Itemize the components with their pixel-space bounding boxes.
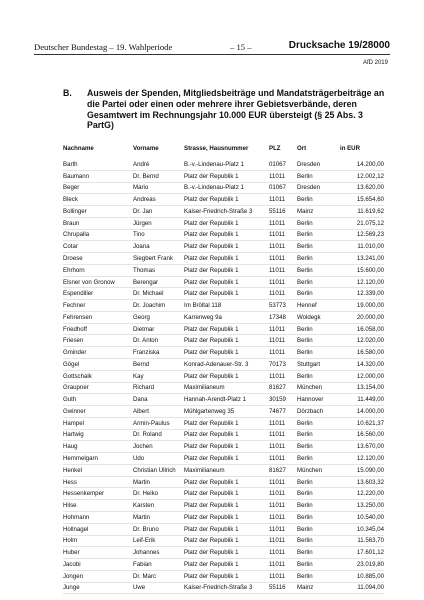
postcode-cell: 11011: [269, 502, 286, 510]
city-cell: Berlin: [297, 172, 313, 180]
city-cell: Berlin: [297, 290, 313, 298]
street-cell: Platz der Republik 1: [184, 196, 239, 204]
street-cell: Platz der Republik 1: [184, 255, 239, 262]
postcode-cell: 11011: [269, 231, 286, 239]
amount-cell: 16.058,00: [356, 325, 384, 333]
street-cell: B.-v.-Lindenau-Platz 1: [184, 160, 244, 168]
firstname-cell: Armin-Paulus: [133, 419, 170, 427]
surname-cell: Hessenkemper: [63, 490, 104, 498]
firstname-cell: Jochen: [133, 443, 153, 451]
postcode-cell: 74677: [269, 407, 286, 415]
street-cell: Platz der Republik 1: [184, 455, 239, 463]
column-header-city: Ort: [297, 145, 307, 152]
street-cell: Kaiser-Friedrich-Straße 3: [184, 207, 253, 215]
city-cell: Berlin: [297, 231, 313, 239]
table-row: [63, 347, 384, 359]
postcode-cell: 11011: [269, 419, 286, 427]
surname-cell: Gwinner: [63, 407, 86, 415]
firstname-cell: Dr. Bruno: [133, 525, 159, 533]
postcode-cell: 11011: [269, 455, 286, 463]
firstname-cell: Albert: [133, 407, 149, 415]
postcode-cell: 11011: [269, 478, 286, 486]
surname-cell: Jacobi: [63, 560, 81, 568]
street-cell: Platz der Republik 1: [184, 266, 239, 274]
street-cell: Platz der Republik 1: [184, 549, 239, 557]
amount-cell: 11.563,70: [357, 537, 384, 545]
surname-cell: Gminder: [63, 349, 87, 357]
column-header-street: Strasse, Hausnummer: [184, 145, 249, 152]
street-cell: Maximilianeum: [184, 384, 225, 392]
city-cell: Berlin: [297, 537, 313, 545]
postcode-cell: 11011: [269, 325, 286, 333]
postcode-cell: 55116: [269, 207, 286, 215]
surname-cell: Chrupalla: [63, 231, 90, 239]
postcode-cell: 81627: [269, 384, 286, 392]
firstname-cell: Kay: [133, 372, 144, 380]
firstname-cell: Dr. Anton: [133, 337, 159, 345]
party-year-tag: AfD 2019: [362, 60, 388, 66]
postcode-cell: 11011: [269, 219, 286, 227]
street-cell: Platz der Republik 1: [184, 537, 239, 545]
city-cell: Berlin: [297, 455, 313, 463]
surname-cell: Holm: [63, 537, 78, 545]
table-row: [63, 241, 384, 253]
amount-cell: 23.019,80: [356, 560, 384, 568]
city-cell: Berlin: [297, 349, 313, 357]
postcode-cell: 11011: [269, 196, 286, 204]
header-page-number: – 15 –: [230, 42, 252, 52]
table-row: [63, 170, 384, 182]
surname-cell: Haug: [63, 443, 78, 451]
amount-cell: 12.120,00: [356, 278, 384, 286]
firstname-cell: Johannes: [133, 549, 160, 557]
table-row: [63, 253, 384, 265]
postcode-cell: 11011: [269, 443, 286, 451]
firstname-cell: Dana: [133, 396, 148, 404]
surname-cell: Friedhoff: [63, 325, 87, 333]
street-cell: Platz der Republik 1: [184, 419, 239, 427]
city-cell: Berlin: [297, 560, 313, 568]
surname-cell: Elsner von Gronow: [63, 278, 115, 286]
postcode-cell: 11011: [269, 490, 286, 498]
postcode-cell: 11011: [269, 172, 286, 180]
firstname-cell: Mario: [133, 184, 149, 192]
table-row: [63, 382, 384, 394]
table-row: [63, 194, 384, 206]
amount-cell: 11.449,00: [357, 396, 384, 404]
amount-cell: 11.619,62: [357, 207, 384, 215]
postcode-cell: 11011: [269, 290, 286, 298]
table-row: [63, 264, 384, 276]
amount-cell: 17.601,12: [356, 549, 384, 557]
street-cell: Platz der Republik 1: [184, 337, 239, 345]
street-cell: Kaiser-Friedrich-Straße 3: [184, 584, 253, 592]
street-cell: Platz der Republik 1: [184, 502, 239, 510]
city-cell: Stuttgart: [297, 360, 321, 368]
surname-cell: Hollnagel: [63, 525, 89, 533]
city-cell: Berlin: [297, 278, 313, 286]
amount-cell: 13.603,32: [356, 478, 384, 486]
city-cell: Hennef: [297, 302, 317, 310]
surname-cell: Fechner: [63, 302, 86, 310]
surname-cell: Droese: [63, 255, 83, 262]
street-cell: Platz der Republik 1: [184, 349, 239, 357]
street-cell: Hannah-Arendt-Platz 1: [184, 396, 246, 404]
table-row: [63, 547, 384, 559]
city-cell: Mainz: [297, 584, 314, 592]
street-cell: Platz der Republik 1: [184, 278, 239, 286]
surname-cell: Hemmelgarn: [63, 455, 98, 463]
amount-cell: 12.339,00: [356, 290, 384, 298]
table-row: [63, 335, 384, 347]
column-header-amount: in EUR: [340, 145, 360, 152]
postcode-cell: 30159: [269, 396, 286, 404]
header-doc-prefix: Drucksache 19/: [288, 40, 363, 51]
postcode-cell: 01067: [269, 160, 286, 168]
surname-cell: Hohmann: [63, 513, 90, 521]
table-row: [63, 206, 384, 218]
firstname-cell: Dr. Jan: [133, 207, 153, 215]
postcode-cell: 81627: [269, 466, 286, 474]
column-header-surname: Nachname: [63, 145, 94, 152]
street-cell: Platz der Republik 1: [184, 525, 239, 533]
city-cell: München: [297, 384, 323, 392]
city-cell: Berlin: [297, 243, 313, 251]
city-cell: Berlin: [297, 196, 313, 204]
firstname-cell: Berengar: [133, 278, 159, 286]
amount-cell: 12.002,12: [356, 172, 384, 180]
table-row: [63, 464, 384, 476]
table-row: [63, 570, 384, 582]
city-cell: Berlin: [297, 490, 313, 498]
surname-cell: Ehrhorn: [63, 266, 85, 274]
postcode-cell: 55116: [269, 584, 286, 592]
amount-cell: 14.000,00: [356, 407, 384, 415]
postcode-cell: 11011: [269, 525, 286, 533]
donations-table: [63, 145, 384, 594]
postcode-cell: 11011: [269, 572, 286, 580]
table-row: [63, 182, 384, 194]
surname-cell: Bollinger: [63, 207, 87, 215]
street-cell: Platz der Republik 1: [184, 325, 239, 333]
street-cell: Platz der Republik 1: [184, 443, 239, 451]
amount-cell: 13.241,00: [356, 255, 384, 262]
surname-cell: Hampel: [63, 419, 84, 427]
amount-cell: 10.621,37: [356, 419, 384, 427]
firstname-cell: Uwe: [133, 584, 146, 592]
postcode-cell: 01067: [269, 184, 286, 192]
surname-cell: Hess: [63, 478, 77, 486]
table-row: [63, 323, 384, 335]
amount-cell: 12.569,23: [356, 231, 384, 239]
city-cell: Mainz: [297, 207, 314, 215]
street-cell: Platz der Republik 1: [184, 560, 239, 568]
postcode-cell: 11011: [269, 537, 286, 545]
table-row: [63, 276, 384, 288]
table-row: [63, 429, 384, 441]
table-row: [63, 535, 384, 547]
amount-cell: 20.000,00: [356, 313, 384, 321]
table-row: [63, 394, 384, 406]
postcode-cell: 11011: [269, 513, 286, 521]
postcode-cell: 11011: [269, 255, 286, 262]
amount-cell: 12.220,00: [356, 490, 384, 498]
surname-cell: Espendiller: [63, 290, 94, 298]
street-cell: Platz der Republik 1: [184, 231, 239, 239]
firstname-cell: Georg: [133, 313, 150, 321]
table-row: [63, 300, 384, 312]
firstname-cell: Richard: [133, 384, 154, 392]
street-cell: Im Bröltal 118: [184, 302, 222, 310]
street-cell: B.-v.-Lindenau-Platz 1: [184, 184, 244, 192]
city-cell: Berlin: [297, 502, 313, 510]
amount-cell: 15.654,60: [356, 196, 384, 204]
postcode-cell: 11011: [269, 549, 286, 557]
table-row: [63, 288, 384, 300]
firstname-cell: Dr. Michael: [133, 290, 164, 298]
street-cell: Maximilianeum: [184, 466, 225, 474]
amount-cell: 14.200,00: [356, 160, 384, 168]
surname-cell: Gögel: [63, 360, 80, 368]
amount-cell: 21.075,12: [356, 219, 384, 227]
firstname-cell: Dr. Marc: [133, 572, 157, 580]
city-cell: Berlin: [297, 419, 313, 427]
firstname-cell: Bernd: [133, 360, 150, 368]
city-cell: Berlin: [297, 325, 313, 333]
firstname-cell: Joana: [133, 243, 150, 251]
table-header-row: [63, 145, 384, 159]
table-row: [63, 370, 384, 382]
firstname-cell: Martin: [133, 478, 150, 486]
amount-cell: 11.094,00: [357, 584, 384, 592]
city-cell: Berlin: [297, 478, 313, 486]
firstname-cell: Siegbert Frank: [133, 255, 173, 262]
postcode-cell: 11011: [269, 278, 286, 286]
city-cell: Woldegk: [297, 313, 321, 321]
firstname-cell: Karsten: [133, 502, 155, 510]
header-document-number: [289, 40, 390, 51]
postcode-cell: 11011: [269, 243, 286, 251]
postcode-cell: 11011: [269, 266, 286, 274]
surname-cell: Guth: [63, 396, 77, 404]
city-cell: Dresden: [297, 160, 321, 168]
firstname-cell: Tino: [133, 231, 145, 239]
page-header: [34, 40, 390, 54]
street-cell: Konrad-Adenauer-Str. 3: [184, 360, 249, 368]
city-cell: München: [297, 466, 323, 474]
street-cell: Platz der Republik 1: [184, 490, 239, 498]
surname-cell: Jongen: [63, 572, 83, 580]
street-cell: Platz der Republik 1: [184, 243, 239, 251]
table-row: [63, 417, 384, 429]
section-title: Ausweis der Spenden, Mitgliedsbeiträge und Mandatsträgerbeiträge an die Partei oder einen oder mehrere ihrer Gebietsverbände, deren Gesamtwert im Rechnungsjahr 10.000 EUR übersteigt (§ 25 Abs. 3 PartG): [87, 88, 385, 131]
amount-cell: 19.000,00: [356, 302, 384, 310]
postcode-cell: 11011: [269, 349, 286, 357]
surname-cell: Barth: [63, 160, 78, 168]
street-cell: Platz der Republik 1: [184, 431, 239, 439]
city-cell: Dörzbach: [297, 407, 324, 415]
table-row: [63, 406, 384, 418]
city-cell: Berlin: [297, 266, 313, 274]
amount-cell: 13.670,00: [356, 443, 384, 451]
street-cell: Platz der Republik 1: [184, 219, 239, 227]
amount-cell: 11.010,00: [357, 243, 384, 251]
surname-cell: Hilse: [63, 502, 77, 510]
table-row: [63, 217, 384, 229]
street-cell: Platz der Republik 1: [184, 372, 239, 380]
street-cell: Platz der Republik 1: [184, 478, 239, 486]
firstname-cell: Dr. Heiko: [133, 490, 159, 498]
surname-cell: Cotar: [63, 243, 78, 251]
column-header-firstname: Vorname: [133, 145, 159, 152]
amount-cell: 10.885,00: [356, 572, 384, 580]
surname-cell: Bleck: [63, 196, 78, 204]
surname-cell: Henkel: [63, 466, 82, 474]
firstname-cell: Udo: [133, 455, 145, 463]
amount-cell: 10.540,00: [356, 513, 384, 521]
surname-cell: Fehrensen: [63, 313, 93, 321]
street-cell: Platz der Republik 1: [184, 513, 239, 521]
table-row: [63, 476, 384, 488]
firstname-cell: Jürgen: [133, 219, 152, 227]
amount-cell: 16.580,00: [356, 349, 384, 357]
table-row: [63, 359, 384, 371]
street-cell: Platz der Republik 1: [184, 572, 239, 580]
firstname-cell: Thomas: [133, 266, 156, 274]
firstname-cell: Dr. Roland: [133, 431, 162, 439]
firstname-cell: Leif-Erik: [133, 537, 156, 545]
postcode-cell: 70173: [269, 360, 286, 368]
amount-cell: 13.250,00: [356, 502, 384, 510]
surname-cell: Junge: [63, 584, 80, 592]
postcode-cell: 11011: [269, 337, 286, 345]
amount-cell: 12.020,00: [356, 337, 384, 345]
city-cell: Berlin: [297, 431, 313, 439]
surname-cell: Hartwig: [63, 431, 84, 439]
firstname-cell: Dietmar: [133, 325, 155, 333]
table-row: [63, 311, 384, 323]
street-cell: Platz der Republik 1: [184, 172, 239, 180]
firstname-cell: Dr. Bernd: [133, 172, 159, 180]
table-row: [63, 453, 384, 465]
city-cell: Berlin: [297, 337, 313, 345]
firstname-cell: Martin: [133, 513, 150, 521]
street-cell: Karrenweg 9a: [184, 313, 222, 321]
firstname-cell: Dr. Joachim: [133, 302, 166, 310]
city-cell: Berlin: [297, 219, 313, 227]
postcode-cell: 11011: [269, 372, 286, 380]
surname-cell: Baumann: [63, 172, 90, 180]
table-row: [63, 488, 384, 500]
amount-cell: 14.320,00: [356, 360, 384, 368]
surname-cell: Graupner: [63, 384, 89, 392]
amount-cell: 12.000,00: [356, 372, 384, 380]
amount-cell: 12.120,00: [356, 455, 384, 463]
street-cell: Mühlgartenweg 35: [184, 407, 235, 415]
firstname-cell: Andreas: [133, 196, 156, 204]
header-doc-number: 28000: [362, 40, 390, 51]
city-cell: Berlin: [297, 372, 313, 380]
postcode-cell: 11011: [269, 431, 286, 439]
surname-cell: Gottschalk: [63, 372, 92, 380]
amount-cell: 16.560,00: [356, 431, 384, 439]
column-header-postcode: PLZ: [269, 145, 281, 152]
section-letter: B.: [63, 88, 72, 98]
table-row: [63, 559, 384, 571]
amount-cell: 10.345,04: [356, 525, 384, 533]
table-row: [63, 523, 384, 535]
city-cell: Berlin: [297, 525, 313, 533]
table-body: [63, 159, 384, 594]
table-row: [63, 441, 384, 453]
amount-cell: 13.620,00: [356, 184, 384, 192]
city-cell: Berlin: [297, 513, 313, 521]
city-cell: Berlin: [297, 572, 313, 580]
surname-cell: Friesen: [63, 337, 84, 345]
city-cell: Dresden: [297, 184, 321, 192]
table-row: [63, 511, 384, 523]
firstname-cell: Fabian: [133, 560, 152, 568]
surname-cell: Braun: [63, 219, 80, 227]
city-cell: Hannover: [297, 396, 324, 404]
table-row: [63, 582, 384, 594]
city-cell: Berlin: [297, 549, 313, 557]
firstname-cell: Franziska: [133, 349, 160, 357]
table-row: [63, 229, 384, 241]
postcode-cell: 17348: [269, 313, 286, 321]
city-cell: Berlin: [297, 255, 313, 262]
city-cell: Berlin: [297, 443, 313, 451]
street-cell: Platz der Republik 1: [184, 290, 239, 298]
firstname-cell: Christian Ullrich: [133, 466, 176, 474]
table-row: [63, 500, 384, 512]
amount-cell: 15.600,00: [356, 266, 384, 274]
surname-cell: Huber: [63, 549, 80, 557]
firstname-cell: André: [133, 160, 150, 168]
amount-cell: 15.090,00: [356, 466, 384, 474]
surname-cell: Beger: [63, 184, 80, 192]
postcode-cell: 53773: [269, 302, 286, 310]
postcode-cell: 11011: [269, 560, 286, 568]
header-rule: [34, 54, 390, 55]
header-parliament: Deutscher Bundestag – 19. Wahlperiode: [34, 42, 173, 52]
table-row: [63, 159, 384, 170]
amount-cell: 13.154,00: [356, 384, 384, 392]
